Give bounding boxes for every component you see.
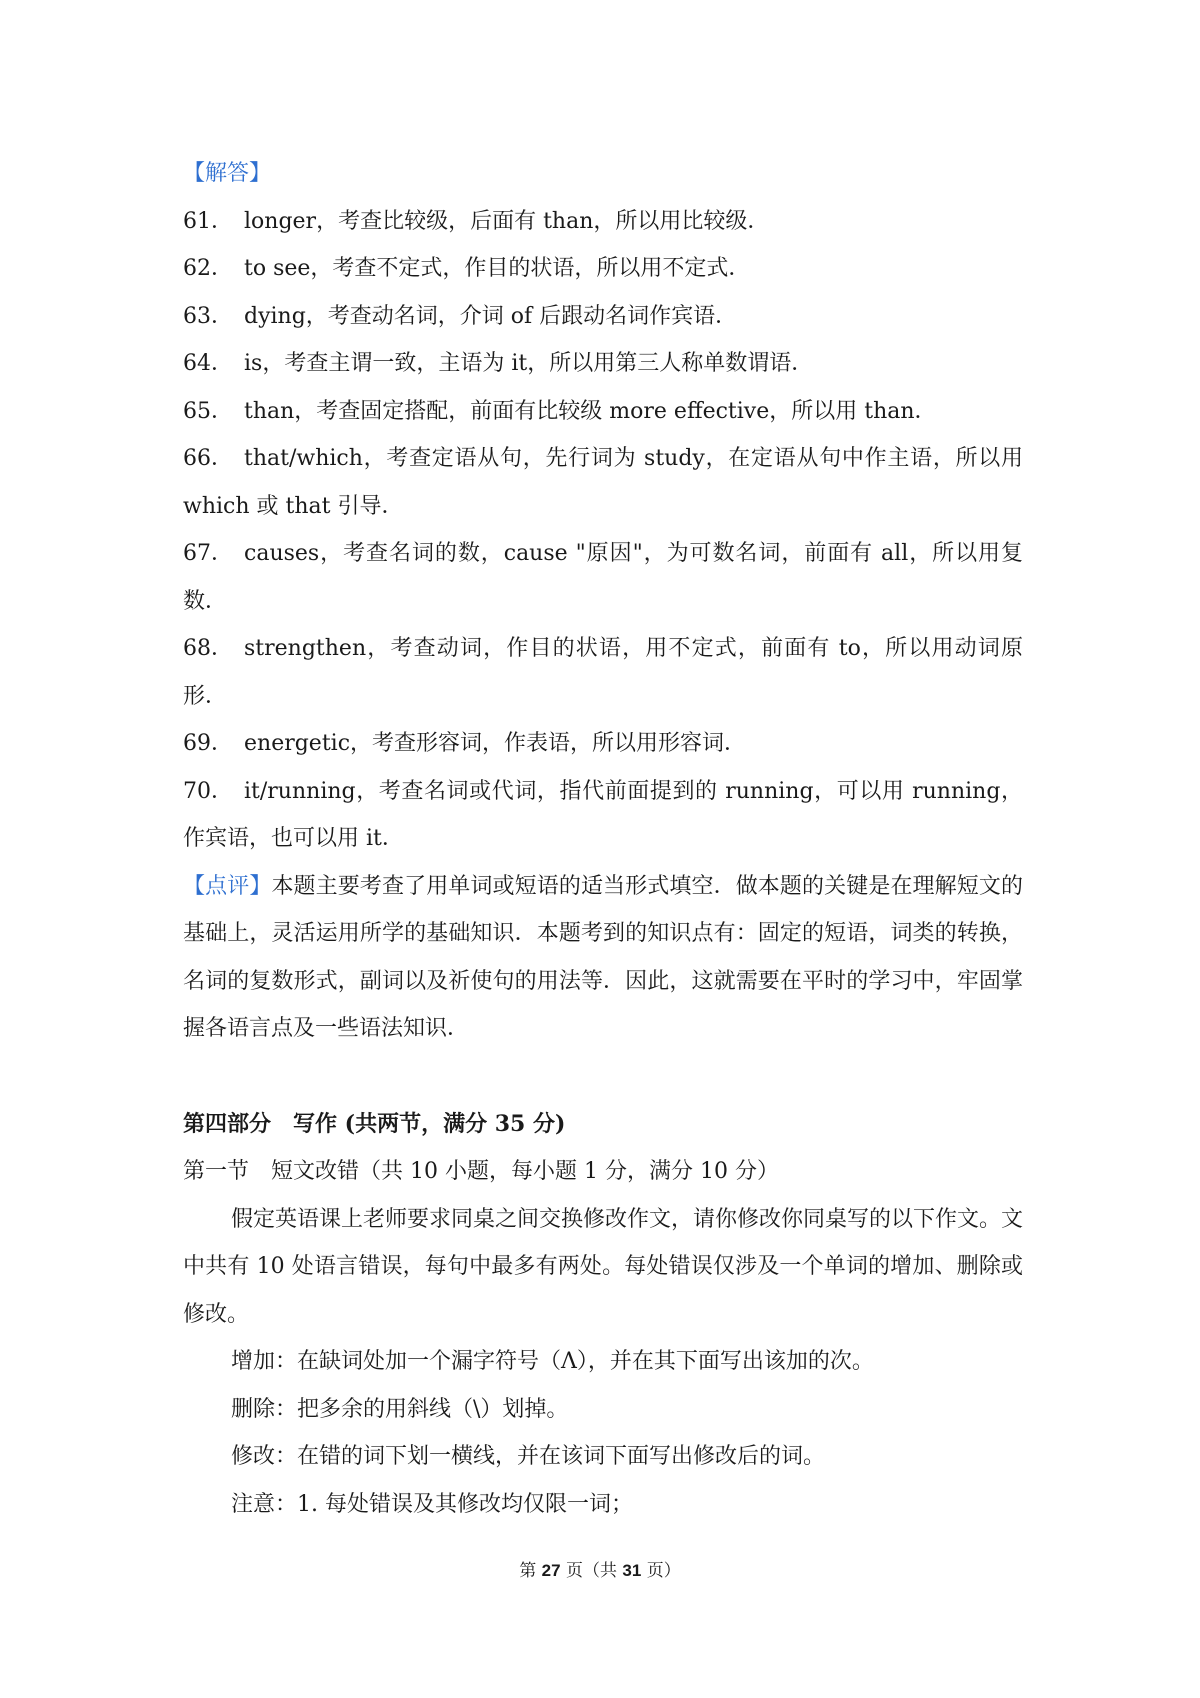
answer-number: 62．: [183, 256, 233, 281]
answer-text: strengthen，考查动词，作目的状语，用不定式，前面有 to，所以用动词原形．: [183, 636, 1023, 709]
answer-text: is，考查主谓一致，主语为 it，所以用第三人称单数谓语．: [244, 351, 814, 376]
rule-note: 注意：1. 每处错误及其修改均仅限一词；: [231, 1491, 633, 1517]
answer-item: [183, 198, 1023, 246]
answer-text: than，考查固定搭配，前面有比较级 more effective，所以用 than．: [244, 398, 937, 424]
answer-text: causes，考查名词的数，cause "原因"，为可数名词，前面有 all，所以用复数．: [183, 541, 1023, 614]
answer-number: 63．: [183, 303, 233, 329]
answer-item: [183, 340, 1023, 388]
answer-text: it/running，考查名词或代词，指代前面提到的 running，可以用 running，作宾语，也可以用 it．: [183, 778, 1023, 851]
answer-text: longer，考查比较级，后面有 than，所以用比较级．: [244, 208, 770, 234]
instruction-paragraph: 假定英语课上老师要求同桌之间交换修改作文，请你修改你同桌写的以下作文。文中共有 10 处语言错误，每句中最多有两处。每处错误仅涉及一个单词的增加、删除或修改。: [183, 1206, 1024, 1327]
rule-add: 增加：在缺词处加一个漏字符号（Λ），并在其下面写出该加的次。: [231, 1349, 874, 1374]
answer-text: that/which，考查定语从句，先行词为 study，在定语从句中作主语，所以用 which 或 that 引导．: [183, 446, 1023, 519]
footer-middle: 页（共: [566, 1561, 617, 1581]
answer-label: 【解答】: [183, 161, 272, 186]
answer-number: 64．: [183, 351, 233, 376]
answer-number: 70．: [183, 778, 233, 804]
answer-number: 61．: [183, 208, 233, 234]
comment-label: 【点评】: [183, 873, 272, 899]
answer-number: 69．: [183, 731, 233, 756]
answer-item: [183, 768, 1023, 863]
answer-item: [183, 245, 1023, 293]
answer-number: 68．: [183, 636, 233, 661]
answer-item: [183, 530, 1023, 625]
answer-item: [183, 388, 1023, 436]
page-footer: [0, 1556, 1200, 1581]
answer-text: dying，考查动名词，介词 of 后跟动名词作宾语．: [244, 303, 738, 329]
rule-delete: 删除：把多余的用斜线（\）划掉。: [231, 1396, 569, 1422]
rule-modify: 修改：在错的词下划一横线，并在该词下面写出修改后的词。: [231, 1444, 826, 1469]
answer-item: [183, 625, 1023, 720]
page-number: 27: [541, 1561, 561, 1580]
comment-text: 本题主要考查了用单词或短语的适当形式填空．做本题的关键是在理解短文的基础上，灵活运用所学的基础知识．本题考到的知识点有：固定的短语，词类的转换，名词的复数形式，副词以及祈使句的用法等．因此，这就需要在平时的学习中，牢固掌握各语言点及一些语法知识．: [183, 873, 1023, 1041]
answer-item: [183, 435, 1023, 530]
answer-text: to see，考查不定式，作目的状语，所以用不定式．: [244, 256, 751, 281]
footer-prefix: 第: [519, 1561, 537, 1581]
answer-item: [183, 720, 1023, 768]
footer-suffix: 页）: [646, 1561, 681, 1581]
answer-text: energetic，考查形容词，作表语，所以用形容词．: [244, 731, 747, 756]
answer-number: 67．: [183, 541, 233, 566]
page-content: [183, 150, 1023, 1528]
comment-paragraph: [183, 863, 1023, 1053]
answer-item: [183, 293, 1023, 341]
answer-number: 66．: [183, 446, 233, 471]
answer-number: 65．: [183, 398, 233, 424]
section1-title: 第一节 短文改错（共 10 小题，每小题 1 分，满分 10 分）: [183, 1159, 779, 1184]
answer-list: [183, 198, 1023, 863]
total-pages: 31: [622, 1561, 642, 1580]
part4-title: 第四部分 写作 (共两节，满分 35 分): [183, 1110, 566, 1137]
